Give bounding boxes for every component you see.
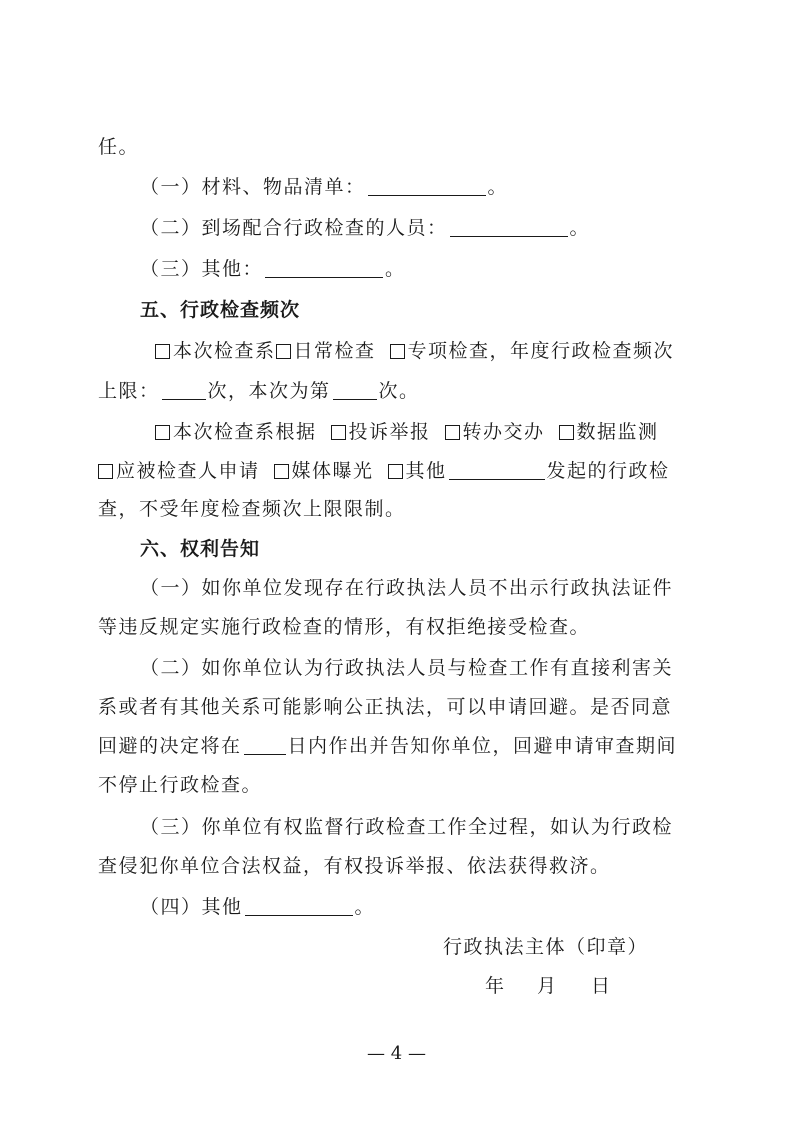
text-line: （二）如你单位认为行政执法人员与检查工作有直接利害关 xyxy=(140,657,674,679)
personnel-line: （二）到场配合行政检查的人员： 。 xyxy=(140,217,591,239)
text-line: 回避的决定将在 日内作出并告知你单位，回避申请审查期间 xyxy=(98,735,678,757)
text-line: 等违反规定实施行政检查的情形，有权拒绝接受检查。 xyxy=(98,616,591,638)
checkbox[interactable] xyxy=(559,425,574,440)
text-line: （四）其他 。 xyxy=(140,896,376,918)
frequency-line: 上限： 次，本次为第 次。 xyxy=(98,380,420,402)
other-source-blank[interactable] xyxy=(449,460,545,480)
checkbox[interactable] xyxy=(445,425,460,440)
signature-label: 行政执法主体（印章） xyxy=(443,936,649,958)
checkbox[interactable] xyxy=(98,464,113,479)
checkbox[interactable] xyxy=(155,425,170,440)
personnel-blank[interactable] xyxy=(450,217,568,237)
checkbox[interactable] xyxy=(390,344,405,359)
materials-blank[interactable] xyxy=(368,176,486,196)
checkbox[interactable] xyxy=(276,344,291,359)
section-heading: 五、行政检查频次 xyxy=(140,299,301,321)
other-blank[interactable] xyxy=(265,258,383,278)
checkbox[interactable] xyxy=(155,344,170,359)
text-line: （一）如你单位发现存在行政执法人员不出示行政执法证件 xyxy=(140,577,674,599)
materials-list-line: （一）材料、物品清单： 。 xyxy=(140,176,509,198)
text-line: 系或者有其他关系可能影响公正执法，可以申请回避。是否同意 xyxy=(98,696,673,718)
text-line: 任。 xyxy=(98,136,140,158)
date-day: 日 xyxy=(591,975,612,997)
basis-line-2: 应被检查人申请 媒体曝光 其他 发起的行政检 xyxy=(98,459,670,483)
frequency-limit-blank[interactable] xyxy=(162,380,206,400)
text-line: 查，不受年度检查频次上限限制。 xyxy=(98,498,406,520)
checkbox[interactable] xyxy=(274,464,289,479)
basis-line: 本次检查系根据 投诉举报 转办交办 数据监测 xyxy=(155,420,659,444)
check-count-blank[interactable] xyxy=(333,380,377,400)
check-type-line: 本次检查系 日常检查 专项检查，年度行政检查频次 xyxy=(155,339,674,363)
text-line: 不停止行政检查。 xyxy=(98,774,263,796)
text-line: （三）你单位有权监督行政检查工作全过程，如认为行政检 xyxy=(140,816,674,838)
other-rights-blank[interactable] xyxy=(245,896,353,916)
date-month: 月 xyxy=(537,975,558,997)
other-line: （三）其他： 。 xyxy=(140,258,406,280)
page-number: — 4 — xyxy=(367,1043,426,1064)
date-year: 年 xyxy=(485,975,506,997)
text-line: 查侵犯你单位合法权益，有权投诉举报、依法获得救济。 xyxy=(98,855,611,877)
section-heading: 六、权利告知 xyxy=(140,538,261,560)
checkbox[interactable] xyxy=(388,464,403,479)
checkbox[interactable] xyxy=(331,425,346,440)
days-blank[interactable] xyxy=(244,735,286,755)
